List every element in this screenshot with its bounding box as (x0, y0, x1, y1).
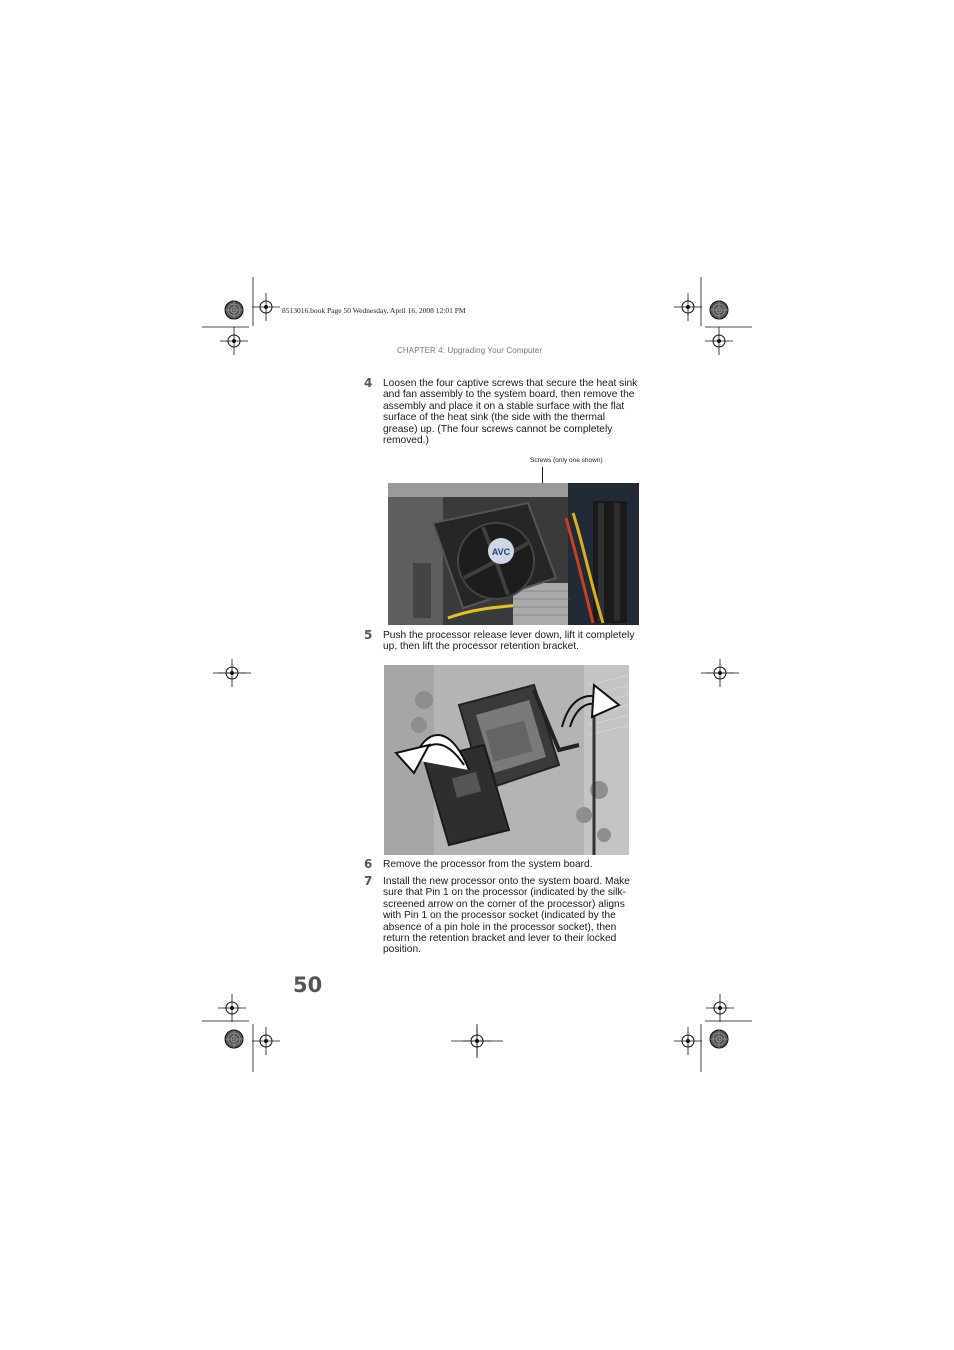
processor-socket-photo (384, 665, 629, 855)
step-number: 6 (364, 857, 373, 871)
step-text: Loosen the four captive screws that secure the heat sink and fan assembly to the system board, then remove the assembly and place it on a stable surface with the flat surface of the heat sink (the side with the thermal grease) up. (The four screws cannot be completely removed.) (383, 378, 638, 447)
figure-callout-label: Screws (only one shown) (530, 457, 603, 464)
step-text: Remove the processor from the system board. (383, 859, 593, 870)
heatsink-fan-photo (388, 483, 639, 625)
step-text: Install the new processor onto the system board. Make sure that Pin 1 on the processor (indicated by the silk-screened arrow on the corner of the processor) aligns with Pin 1 on the processor socket (indicated by the absence of a pin hole in the processor socket), then return the retention bracket and lever to their locked position. (383, 876, 630, 956)
chapter-header: CHAPTER 4: Upgrading Your Computer (397, 346, 543, 355)
step-text: Push the processor release lever down, lift it completely up, then lift the processor retention bracket. (383, 630, 635, 653)
fan-logo: AVC (491, 547, 511, 557)
step-number: 5 (364, 628, 373, 642)
page-number: 50 (293, 973, 323, 997)
step-number: 7 (364, 874, 373, 888)
file-stamp: 8513016.book Page 50 Wednesday, April 16, 2008 12:01 PM (282, 306, 466, 315)
step-number: 4 (364, 376, 373, 390)
